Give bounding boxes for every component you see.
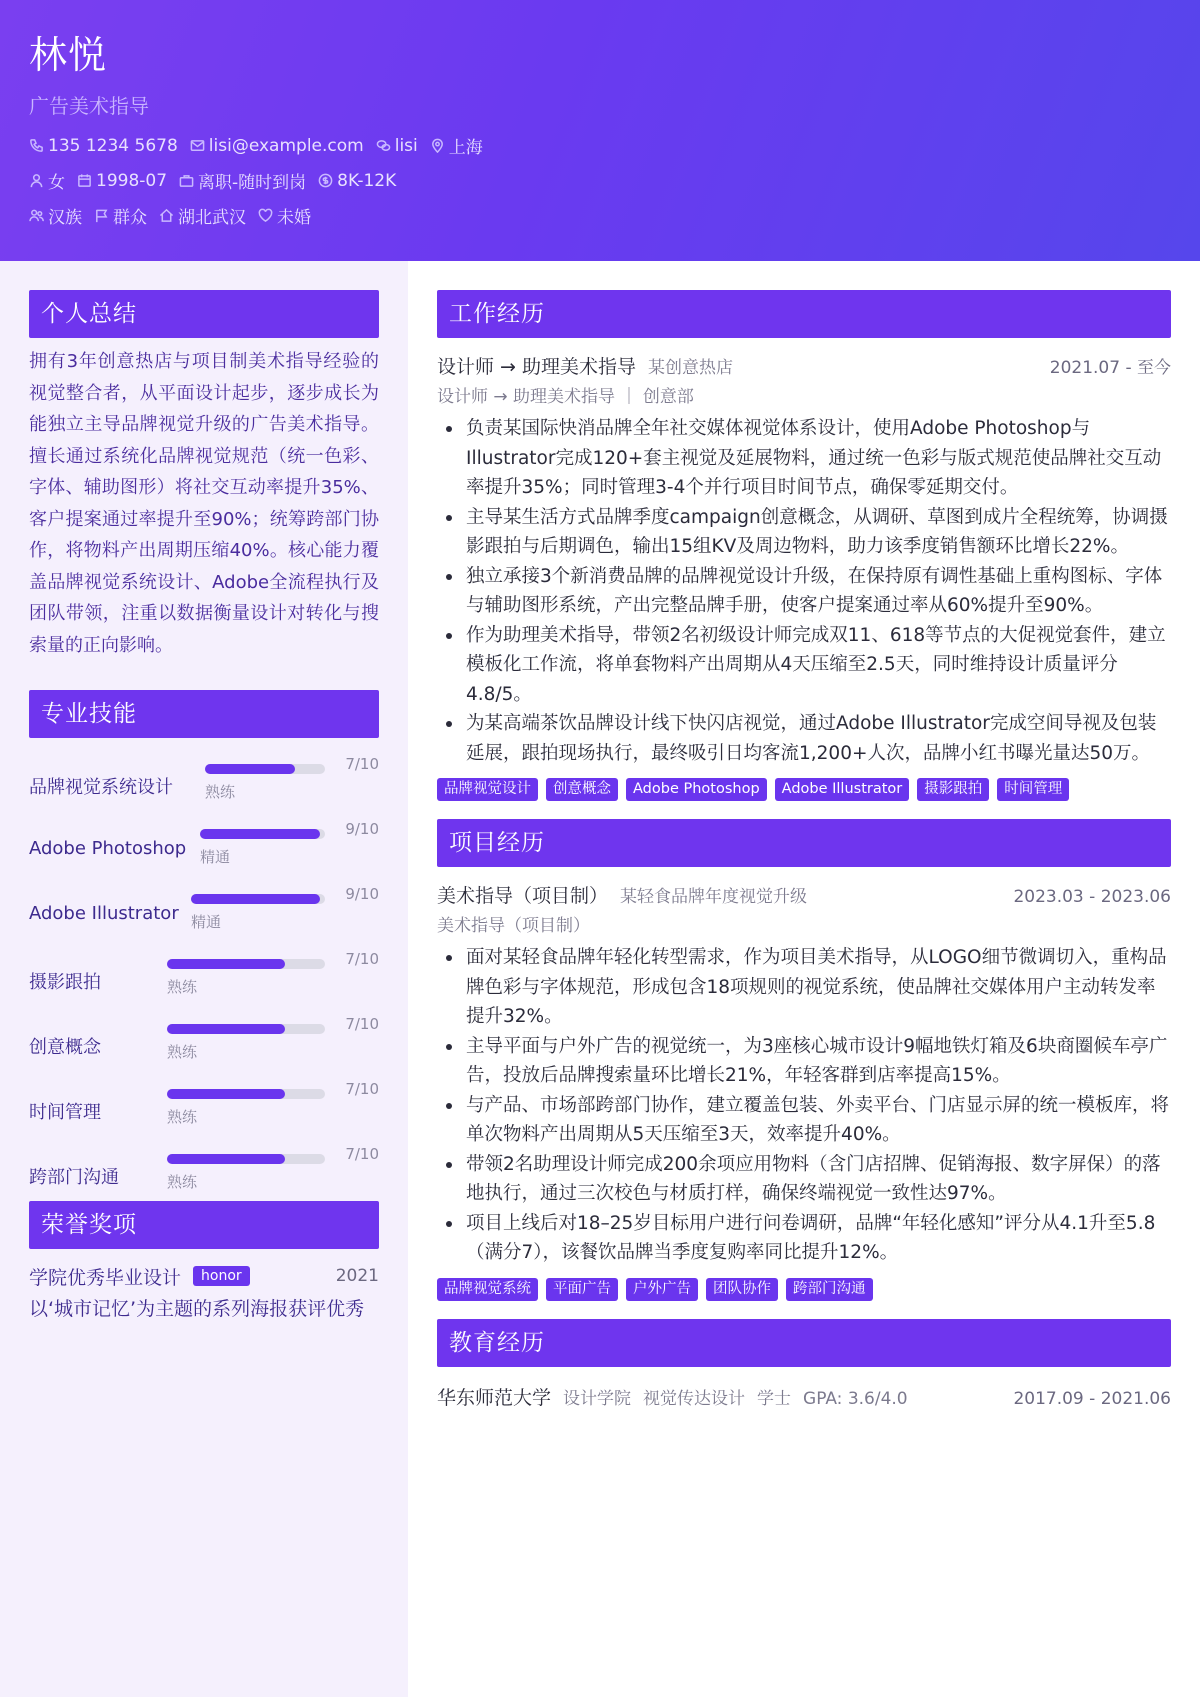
user-icon bbox=[29, 173, 44, 188]
birth-text: 1998-07 bbox=[96, 170, 168, 191]
skill-name: 创意概念 bbox=[29, 1037, 101, 1058]
skill-item bbox=[29, 748, 379, 813]
education-heading: 教育经历 bbox=[437, 1319, 1171, 1367]
edu-major: 视觉传达设计 bbox=[643, 1388, 746, 1409]
work-bullet: 负责某国际快消品牌全年社交媒体视觉体系设计，使用Adobe Photoshop与Illustrator完成120+套主视觉及延展物料，通过统一色彩与版式规范使品牌社交互动率提升35%；同时管理3-4个并行项目时间节点，确保零延期交付。 bbox=[437, 414, 1171, 503]
phone-item[interactable] bbox=[29, 136, 178, 156]
edu-school: 华东师范大学 bbox=[437, 1386, 552, 1409]
work-heading: 工作经历 bbox=[437, 290, 1171, 338]
extra-row bbox=[29, 204, 1171, 227]
sidebar bbox=[0, 261, 408, 1697]
salary-icon bbox=[318, 173, 333, 188]
heart-icon bbox=[258, 208, 273, 223]
skill-bar bbox=[167, 1154, 325, 1164]
project-tag: 平面广告 bbox=[546, 1278, 618, 1301]
status-text: 离职-随时到岗 bbox=[198, 173, 307, 193]
summary-text: 拥有3年创意热店与项目制美术指导经验的视觉整合者，从平面设计起步，逐步成长为能独立主导品牌视觉升级的广告美术指导。擅长通过系统化品牌视觉规范（统一色彩、字体、辅助图形）将社交互动率提升35%、客户提案通过率提升至90%；统筹跨部门协作，将物料产出周期压缩40%。核心能力覆盖品牌视觉系统设计、Adobe全流程执行及团队带领，注重以数据衡量设计对转化与搜索量的正向影响。 bbox=[29, 351, 379, 656]
skill-item bbox=[29, 1008, 379, 1073]
ethnicity-text: 汉族 bbox=[48, 208, 82, 228]
skill-name: 品牌视觉系统设计 bbox=[29, 777, 173, 798]
project-subtitle: 美术指导（项目制） bbox=[437, 916, 590, 936]
wechat-item[interactable] bbox=[376, 136, 418, 156]
work-header bbox=[437, 352, 1171, 378]
skill-score: 7/10 bbox=[345, 950, 379, 968]
marital-text: 未婚 bbox=[277, 208, 311, 228]
work-tag: 时间管理 bbox=[997, 778, 1069, 801]
phone-text: 135 1234 5678 bbox=[48, 135, 178, 156]
project-tag: 品牌视觉系统 bbox=[437, 1278, 538, 1301]
skill-bar-fill bbox=[167, 959, 285, 969]
political-text: 群众 bbox=[113, 208, 147, 228]
skill-score: 7/10 bbox=[345, 755, 379, 773]
work-date: 2021.07 - 至今 bbox=[1049, 358, 1171, 378]
project-tag: 跨部门沟通 bbox=[786, 1278, 873, 1301]
project-header bbox=[437, 881, 1171, 907]
edu-gpa: GPA: 3.6/4.0 bbox=[803, 1388, 908, 1409]
skill-bar-fill bbox=[191, 894, 320, 904]
people-icon bbox=[29, 208, 44, 223]
gender-text: 女 bbox=[48, 173, 65, 193]
skill-bar-fill bbox=[205, 764, 295, 774]
skill-name: Adobe Photoshop bbox=[29, 838, 187, 859]
skill-score: 7/10 bbox=[345, 1145, 379, 1163]
skill-level: 熟练 bbox=[167, 978, 198, 996]
wechat-icon bbox=[376, 138, 391, 153]
skill-bar bbox=[167, 1024, 325, 1034]
project-bullet: 带领2名助理设计师完成200余项应用物料（含门店招牌、促销海报、数字屏保）的落地执行，通过三次校色与材质打样，确保终端视觉一致性达97%。 bbox=[437, 1150, 1171, 1209]
skill-item bbox=[29, 1138, 379, 1203]
skill-level: 熟练 bbox=[167, 1043, 198, 1061]
skill-bar bbox=[191, 894, 325, 904]
contact-row bbox=[29, 134, 1171, 157]
work-tags bbox=[437, 778, 1171, 801]
work-tag: 创意概念 bbox=[546, 778, 618, 801]
skill-level: 熟练 bbox=[205, 783, 236, 801]
skill-score: 7/10 bbox=[345, 1015, 379, 1033]
work-tag: Adobe Photoshop bbox=[626, 778, 767, 801]
marital-item bbox=[258, 203, 311, 228]
skills-list bbox=[29, 748, 379, 1203]
location-text: 上海 bbox=[448, 138, 483, 158]
project-bullet: 项目上线后对18–25岁目标用户进行问卷调研，品牌“年轻化感知”评分从4.1升至5.8（满分7），该餐饮品牌当季度复购率同比提升12%。 bbox=[437, 1209, 1171, 1268]
candidate-name: 林悦 bbox=[29, 33, 108, 77]
phone-icon bbox=[29, 138, 44, 153]
summary-heading: 个人总结 bbox=[29, 290, 379, 338]
edu-date: 2017.09 - 2021.06 bbox=[1013, 1388, 1171, 1409]
skill-bar-fill bbox=[167, 1089, 285, 1099]
skill-name: Adobe Illustrator bbox=[29, 903, 179, 924]
job-target: 广告美术指导 bbox=[29, 94, 149, 118]
skill-bar bbox=[167, 1089, 325, 1099]
birth-item bbox=[77, 171, 167, 191]
skill-bar bbox=[200, 829, 325, 839]
salary-text: 8K-12K bbox=[337, 170, 397, 191]
project-date: 2023.03 - 2023.06 bbox=[1013, 887, 1171, 907]
work-bullet: 独立承接3个新消费品牌的品牌视觉设计升级，在保持原有调性基础上重构图标、字体与辅助图形系统，产出完整品牌手册，使客户提案通过率从60%提升至90%。 bbox=[437, 562, 1171, 621]
skill-bar-fill bbox=[167, 1154, 285, 1164]
skill-item bbox=[29, 1073, 379, 1138]
project-bullet: 主导平面与户外广告的视觉统一，为3座核心城市设计9幅地铁灯箱及6块商圈候车亭广告，投放后品牌搜索量环比增长21%，年轻客群到店率提高15%。 bbox=[437, 1032, 1171, 1091]
honors-heading: 荣誉奖项 bbox=[29, 1201, 379, 1249]
honor-item bbox=[29, 1263, 379, 1289]
hometown-item bbox=[159, 203, 246, 228]
project-bullets bbox=[437, 943, 1171, 1268]
main-content bbox=[408, 261, 1200, 1697]
skill-level: 精通 bbox=[200, 848, 231, 866]
honor-year: 2021 bbox=[335, 1266, 379, 1286]
project-heading: 项目经历 bbox=[437, 819, 1171, 867]
edu-degree: 学士 bbox=[757, 1388, 792, 1409]
skill-score: 7/10 bbox=[345, 1080, 379, 1098]
email-text: lisi@example.com bbox=[208, 135, 364, 156]
skill-bar-fill bbox=[200, 829, 320, 839]
skill-bar bbox=[205, 764, 325, 774]
project-bullet: 面对某轻食品牌年轻化转型需求，作为项目美术指导，从LOGO细节微调切入，重构品牌色彩与字体规范，形成包含18项规则的视觉系统，使品牌社交媒体用户主动转发率提升32%。 bbox=[437, 943, 1171, 1032]
project-name: 某轻食品牌年度视觉升级 bbox=[620, 887, 808, 907]
email-item[interactable] bbox=[190, 136, 364, 156]
honor-name: 学院优秀毕业设计 bbox=[29, 1266, 182, 1289]
work-title: 设计师 → 助理美术指导 bbox=[437, 356, 636, 378]
honor-badge: honor bbox=[193, 1266, 250, 1286]
work-tag: 摄影跟拍 bbox=[917, 778, 989, 801]
skill-score: 9/10 bbox=[345, 885, 379, 903]
work-bullet: 主导某生活方式品牌季度campaign创意概念，从调研、草图到成片全程统筹，协调摄影跟拍与后期调色，输出15组KV及周边物料，助力该季度销售额环比增长22%。 bbox=[437, 503, 1171, 562]
skill-level: 精通 bbox=[191, 913, 222, 931]
skill-name: 跨部门沟通 bbox=[29, 1167, 119, 1188]
skill-level: 熟练 bbox=[167, 1108, 198, 1126]
work-tag: 品牌视觉设计 bbox=[437, 778, 538, 801]
project-tags bbox=[437, 1278, 1171, 1301]
resume-header bbox=[0, 0, 1200, 261]
skill-bar-fill bbox=[167, 1024, 285, 1034]
work-tag: Adobe Illustrator bbox=[775, 778, 910, 801]
location-item bbox=[430, 133, 483, 158]
project-bullet: 与产品、市场部跨部门协作，建立覆盖包装、外卖平台、门店显示屏的统一模板库，将单次物料产出周期从5天压缩至3天，效率提升40%。 bbox=[437, 1091, 1171, 1150]
gender-item bbox=[29, 168, 65, 193]
skill-item bbox=[29, 878, 379, 943]
flag-icon bbox=[94, 208, 109, 223]
mail-icon bbox=[190, 138, 205, 153]
home-icon bbox=[159, 208, 174, 223]
project-title: 美术指导（项目制） bbox=[437, 885, 609, 907]
skill-level: 熟练 bbox=[167, 1173, 198, 1191]
skill-item bbox=[29, 813, 379, 878]
status-item bbox=[179, 168, 306, 193]
location-icon bbox=[430, 138, 445, 153]
hometown-text: 湖北武汉 bbox=[178, 208, 246, 228]
salary-item bbox=[318, 171, 396, 191]
ethnicity-item bbox=[29, 203, 82, 228]
personal-row bbox=[29, 169, 1171, 192]
edu-college: 设计学院 bbox=[563, 1388, 632, 1409]
work-bullets bbox=[437, 414, 1171, 768]
project-tag: 户外广告 bbox=[626, 1278, 698, 1301]
project-tag: 团队协作 bbox=[706, 1278, 778, 1301]
work-subtitle: 设计师 → 助理美术指导 ｜ 创意部 bbox=[437, 387, 694, 407]
skills-heading: 专业技能 bbox=[29, 690, 379, 738]
briefcase-icon bbox=[179, 173, 194, 188]
skill-score: 9/10 bbox=[345, 820, 379, 838]
wechat-text: lisi bbox=[394, 135, 418, 156]
calendar-icon bbox=[77, 173, 92, 188]
skill-bar bbox=[167, 959, 325, 969]
political-item bbox=[94, 203, 147, 228]
skill-name: 摄影跟拍 bbox=[29, 972, 101, 993]
work-bullet: 为某高端茶饮品牌设计线下快闪店视觉，通过Adobe Illustrator完成空间导视及包装延展，跟拍现场执行，最终吸引日均客流1,200+人次，品牌小红书曝光量达50万。 bbox=[437, 709, 1171, 768]
work-company: 某创意热店 bbox=[648, 358, 733, 378]
work-bullet: 作为助理美术指导，带领2名初级设计师完成双11、618等节点的大促视觉套件，建立模板化工作流，将单套物料产出周期从4天压缩至2.5天，同时维持设计质量评分4.8/5。 bbox=[437, 621, 1171, 710]
skill-name: 时间管理 bbox=[29, 1102, 101, 1123]
skill-item bbox=[29, 943, 379, 1008]
honor-desc: 以‘城市记忆’为主题的系列海报获评优秀 bbox=[29, 1298, 365, 1320]
education-item bbox=[437, 1383, 1171, 1410]
